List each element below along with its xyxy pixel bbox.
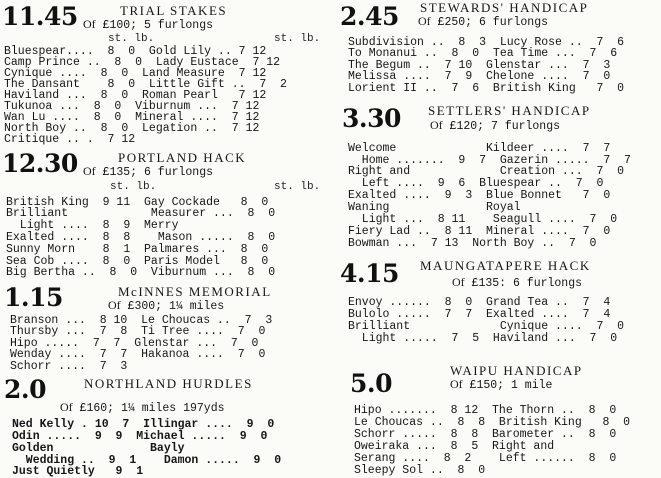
race-name: STEWARDS' HANDICAP: [420, 0, 589, 15]
race-conditions: Of £250; 6 furlongs: [418, 14, 548, 29]
entry-row: The Dansant 8 0 Little Gift .. 7 2: [4, 78, 287, 91]
entry-row: Wan Lu .... 8 0 Mineral .... 7 12: [4, 111, 260, 124]
entry-row: British King 9 11 Gay Cockade 8 0: [6, 196, 269, 209]
race-conditions: Of £100; 5 furlongs: [83, 17, 213, 32]
entry-row: Thursby ... 7 8 Ti Tree .... 7 0: [10, 325, 266, 338]
entry-row: Home ....... 9 7 Gazerin ..... 7 7: [348, 154, 631, 167]
weight-header: st. lb.: [274, 33, 321, 45]
race-conditions: Of £160; 1¼ miles 197yds: [60, 400, 225, 415]
race-conditions: Of £135: 6 furlongs: [452, 275, 582, 290]
race-name: TRIAL STAKES: [120, 3, 228, 18]
entry-row: Haviland ... 8 0 Roman Pearl 7 12: [4, 89, 267, 102]
entry-row: Waning Royal: [348, 201, 521, 214]
entry-row: Wenday .... 7 7 Hakanoa .... 7 0: [10, 348, 266, 361]
entry-row: Schorr ..... 8 8 Barometer .. 8 0: [354, 428, 617, 441]
race-time: 3.30: [342, 104, 401, 133]
entry-row: Golden Bayly: [12, 442, 185, 455]
entry-row: Brilliant Measurer ... 8 0: [6, 207, 276, 220]
race-name: MAUNGATAPERE HACK: [420, 258, 591, 273]
race-conditions: Of £135; 6 furlongs: [83, 164, 213, 179]
entry-row: Melissa .... 7 9 Chelone .... 7 0: [348, 70, 611, 83]
entry-row: Tukunoa ... 8 0 Viburnum ... 7 12: [4, 100, 260, 113]
entry-row: The Begum .. 7 10 Glenstar ... 7 3: [348, 59, 611, 72]
entry-row: Subdivision .. 8 3 Lucy Rose .. 7 6: [348, 36, 625, 49]
entry-row: Critique .. . 7 12: [4, 133, 136, 146]
race-time: 1.15: [4, 283, 63, 312]
entry-row: Odin ..... 9 9 Michael ..... 9 0: [12, 430, 268, 443]
entry-row: Hipo ....... 8 12 The Thorn .. 8 0: [354, 404, 617, 417]
entry-row: Sleepy Sol .. 8 0: [354, 464, 486, 477]
entry-row: Exalted .... 8 8 Mason ..... 8 0: [6, 231, 276, 244]
entry-row: Bulolo ..... 7 7 Exalted .... 7 4: [348, 308, 611, 321]
race-time: 2.0: [4, 375, 46, 404]
race-time: 12.30: [2, 149, 78, 178]
weight-header: st. lb.: [108, 33, 155, 45]
race-time: 5.0: [350, 369, 392, 398]
entry-row: Bowman ... 7 13 North Boy .. 7 0: [348, 237, 597, 250]
entry-row: North Boy .. 8 0 Legation .. 7 12: [4, 122, 260, 135]
entry-row: Serang .... 8 2 Left ...... 8 0: [354, 452, 617, 465]
entry-row: To Monanui .. 8 0 Tea Time ... 7 6: [348, 47, 618, 60]
entry-row: Ned Kelly . 10 7 Illingar .... 9 0: [12, 418, 275, 431]
entry-row: Lorient II .. 7 6 British King 7 0: [348, 82, 625, 95]
entry-row: Light ... 8 11 Seagull .... 7 0: [348, 213, 618, 226]
entry-row: Right and Creation ... 7 0: [348, 165, 625, 178]
entry-row: Left .... 9 6 Bluespear .. 7 0: [348, 177, 604, 190]
entry-row: Fiery Lad .. 8 11 Mineral .... 7 0: [348, 225, 611, 238]
entry-row: Welcome Kildeer .... 7 7: [348, 142, 611, 155]
entry-row: Branson ... 8 10 Le Choucas .. 7 3: [10, 314, 273, 327]
entry-row: Big Bertha .. 8 0 Viburnum ... 8 0: [6, 266, 276, 279]
race-conditions: Of £120; 7 furlongs: [430, 118, 560, 133]
entry-row: Bluespear.... 8 0 Gold Lily .. 7 12: [4, 45, 267, 58]
entry-row: Wedding .. 9 1 Damon ..... 9 0: [12, 454, 282, 467]
entry-row: Le Choucas .. 8 8 British King 8 0: [354, 416, 631, 429]
race-name: WAIPU HANDICAP: [450, 363, 583, 378]
race-time: 11.45: [2, 2, 78, 31]
weight-header: st. lb.: [110, 181, 157, 193]
entry-row: Just Quietly 9 1: [12, 465, 144, 478]
race-conditions: Of £150; 1 mile: [450, 377, 553, 392]
weight-header: st. lb.: [274, 181, 321, 193]
entry-row: Camp Prince .. 8 0 Lady Eustace 7 12: [4, 56, 281, 69]
entry-row: Sunny Morn 8 1 Palmares ... 8 0: [6, 243, 269, 256]
entry-row: Schorr .... 7 3: [10, 360, 128, 373]
entry-row: Brilliant Cynique .... 7 0: [348, 320, 625, 333]
race-name: PORTLAND HACK: [118, 150, 247, 165]
entry-row: Light ..... 7 5 Haviland ... 7 0: [348, 332, 618, 345]
entry-row: Envoy ...... 8 0 Grand Tea .. 7 4: [348, 296, 611, 309]
entry-row: Cynique .... 8 0 Land Measure 7 12: [4, 67, 267, 80]
race-name: NORTHLAND HURDLES: [84, 376, 253, 391]
entry-row: Exalted .... 9 3 Blue Bonnet 7 0: [348, 189, 611, 202]
race-time: 4.15: [340, 259, 399, 288]
race-time: 2.45: [340, 2, 399, 31]
entry-row: Hipo ..... 7 7 Glenstar ... 7 0: [10, 337, 259, 350]
race-name: McINNES MEMORIAL: [118, 284, 272, 299]
entry-row: Light .... 8 9 Merry: [6, 219, 179, 232]
race-conditions: Of £300; 1¼ miles: [108, 298, 225, 313]
race-name: SETTLERS' HANDICAP: [428, 103, 591, 118]
entry-row: Sea Cob .... 8 0 Paris Model 8 0: [6, 255, 269, 268]
entry-row: Oweiraka ... 8 5 Right and: [354, 440, 555, 453]
